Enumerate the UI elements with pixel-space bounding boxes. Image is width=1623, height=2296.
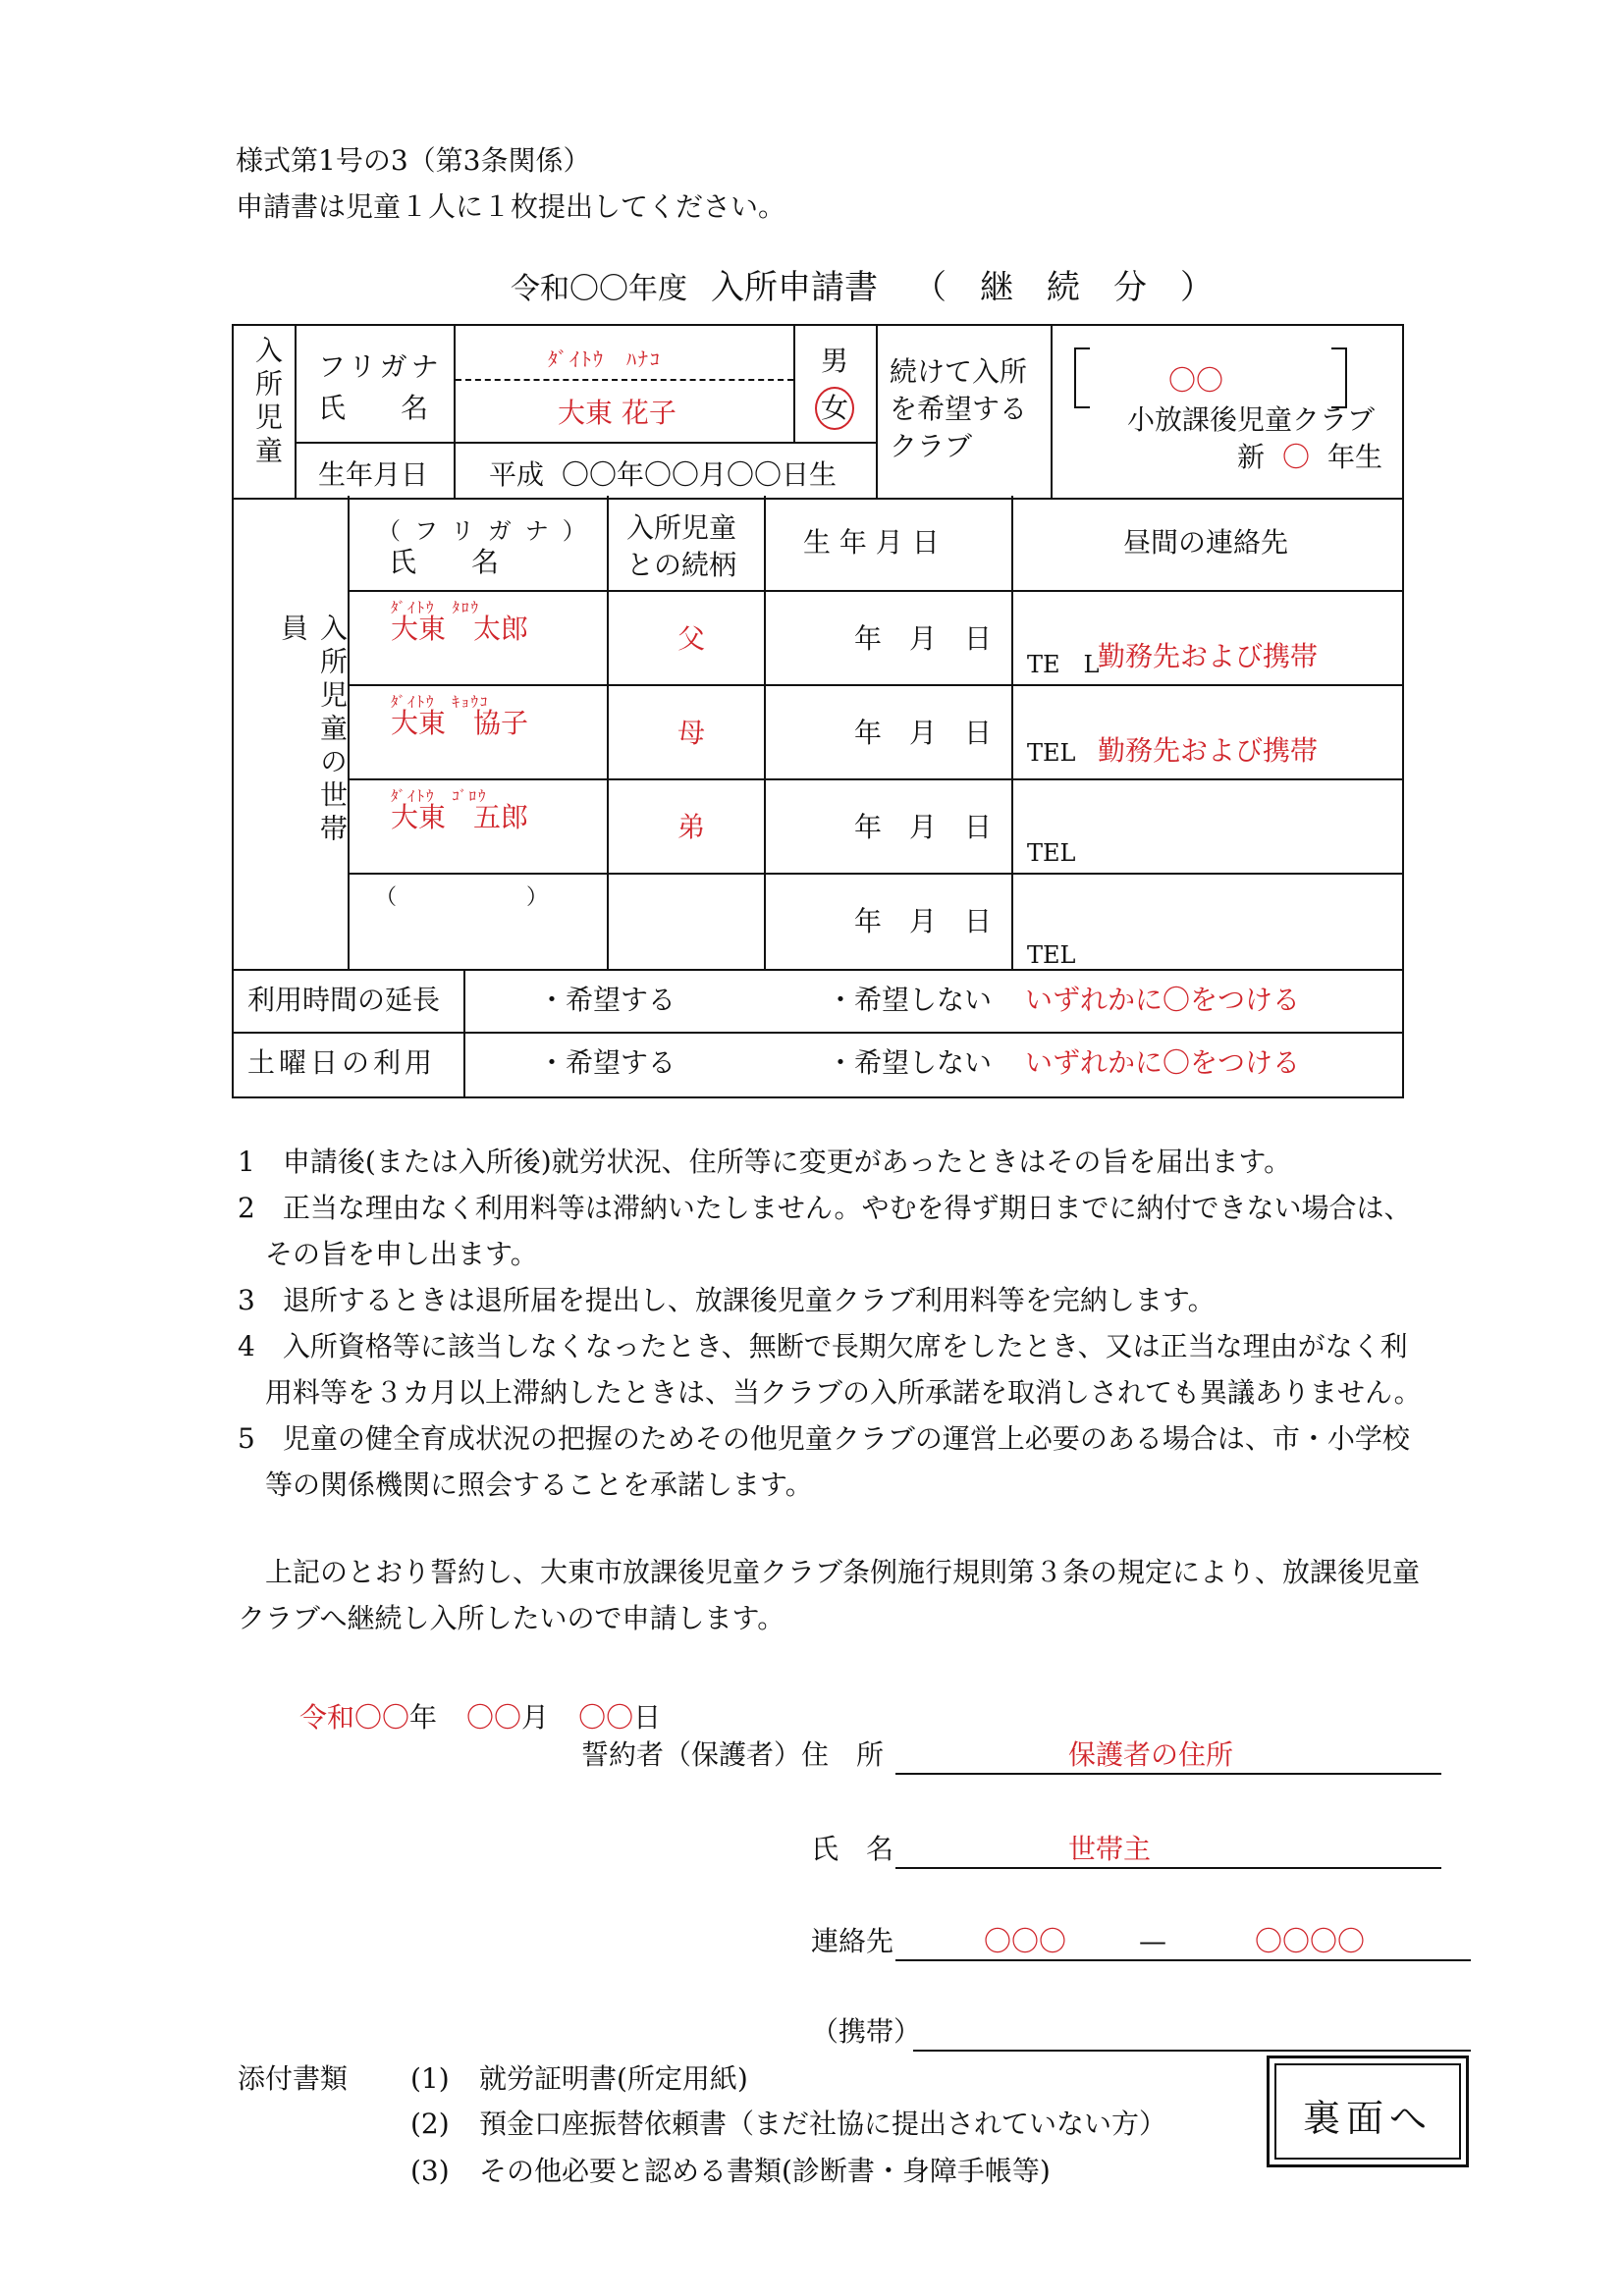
attachment-text: その他必要と認める書類(診断書・身障手帳等) <box>479 2155 1051 2187</box>
note-item: その旨を申し出ます。 <box>238 1238 538 1270</box>
sex-circle-mark <box>815 387 854 430</box>
note-item: 3 退所するときは退所届を提出し、放課後児童クラブ利用料等を完納します。 <box>238 1284 1216 1316</box>
pledger-label: 誓約者（保護者）住 所 <box>581 1738 885 1771</box>
club-bracket-right <box>1331 347 1347 408</box>
back-page-box <box>1267 2056 1469 2167</box>
grade-value: 〇 <box>1282 441 1311 473</box>
note-item: 4 入所資格等に該当しなくなったとき、無断で長期欠席をしたとき、又は正当な理由がなく利 <box>238 1330 1408 1362</box>
col-name-furigana: （フリガナ） <box>377 517 600 545</box>
date-month-unit: 月 <box>521 1701 550 1734</box>
title-year: 令和〇〇年度 <box>511 272 687 306</box>
date-month: 〇〇 <box>466 1701 522 1734</box>
household-section-label: 入所児童の世帯員 <box>277 614 349 847</box>
member-dob: 年 月 日 <box>854 811 993 843</box>
member-relation: 母 <box>677 717 706 749</box>
club-label: 続けて入所を希望するクラブ <box>890 355 1028 462</box>
date-year-unit: 年 <box>409 1701 438 1734</box>
contact-field-label: 連絡先 <box>811 1925 894 1957</box>
name-label: 氏 名 <box>318 392 429 424</box>
name-field-label: 氏 名 <box>811 1833 894 1865</box>
back-page-label: 裏面へ <box>1302 2097 1433 2140</box>
member-dob: 年 月 日 <box>854 717 993 749</box>
signer-name-field[interactable] <box>895 1832 1441 1869</box>
member-contact: 勤務先および携帯 <box>1098 640 1319 672</box>
mobile-label: （携帯） <box>811 2015 922 2048</box>
note-item: 1 申請後(または入所後)就労状況、住所等に変更があったときはその旨を届出ます。 <box>238 1146 1292 1178</box>
saturday-hint: いずれかに〇をつける <box>1025 1046 1301 1079</box>
signer-name-value: 世帯主 <box>1068 1833 1152 1865</box>
attachment-num: (1) <box>410 2062 450 2095</box>
saturday-no[interactable]: ・希望しない <box>827 1046 993 1079</box>
member-tel-label: TE L <box>1027 651 1100 678</box>
options-table <box>232 969 1404 1098</box>
contact-field[interactable] <box>895 1924 1471 1961</box>
notes-list <box>238 1139 1422 1508</box>
extension-no[interactable]: ・希望しない <box>827 984 993 1016</box>
child-name: 大東 花子 <box>558 397 676 429</box>
child-section-label: 入所児童 <box>251 336 284 469</box>
household-table <box>232 496 1404 971</box>
member-furigana: ﾀﾞｲﾄｳ ｷｮｳｺ <box>391 693 490 711</box>
member-dob: 年 月 日 <box>854 905 993 937</box>
grade-suffix: 年生 <box>1327 441 1383 473</box>
dob-value: 〇〇年〇〇月〇〇日生 <box>562 458 838 491</box>
attachment-num: (2) <box>410 2108 450 2140</box>
declaration-line: 上記のとおり誓約し、大東市放課後児童クラブ条例施行規則第３条の規定により、放課後児童 <box>238 1556 1421 1588</box>
extension-hint: いずれかに〇をつける <box>1025 984 1301 1016</box>
address-field[interactable] <box>895 1737 1441 1775</box>
member-name: 大東 五郎 <box>391 801 529 833</box>
col-relation: 入所児童との続柄 <box>626 511 737 581</box>
instruction-text: 申請書は児童１人に１枚提出してください。 <box>236 190 786 223</box>
child-furigana: ﾀﾞｲﾄｳ ﾊﾅｺ <box>548 347 662 371</box>
date-day-unit: 日 <box>633 1701 662 1734</box>
member-tel-label: TEL <box>1027 839 1076 867</box>
member-contact: 勤務先および携帯 <box>1098 734 1319 767</box>
club-name: 〇〇 <box>1168 364 1224 397</box>
title-type: （ 継 続 分 ） <box>913 268 1214 307</box>
note-item: 用料等を３カ月以上滞納したときは、当クラブの入所承諾を取消しされても異議ありません。 <box>238 1376 1422 1409</box>
club-suffix: 小放課後児童クラブ <box>1127 403 1376 436</box>
date-day: 〇〇 <box>578 1701 634 1734</box>
form-number: 様式第1号の3（第3条関係） <box>236 144 591 177</box>
note-item: 等の関係機関に照会することを承諾します。 <box>238 1468 813 1501</box>
member-dob: 年 月 日 <box>854 622 993 655</box>
sex-male[interactable]: 男 <box>821 345 849 377</box>
contact-part2: 〇〇〇〇 <box>1255 1925 1366 1957</box>
dob-label: 生年月日 <box>318 458 429 491</box>
member-tel-label: TEL <box>1027 941 1076 969</box>
contact-part1: 〇〇〇 <box>984 1925 1067 1957</box>
col-dob: 生 年 月 日 <box>803 526 940 559</box>
member-relation: 父 <box>677 622 706 655</box>
attachment-text: 預金口座振替依頼書（まだ社協に提出されていない方） <box>479 2108 1167 2140</box>
declaration-text <box>238 1549 1420 1641</box>
extension-yes[interactable]: ・希望する <box>538 984 676 1016</box>
saturday-yes[interactable]: ・希望する <box>538 1046 676 1079</box>
mobile-field[interactable] <box>913 2014 1471 2052</box>
note-item: 5 児童の健全育成状況の把握のためその他児童クラブの運営上必要のある場合は、市・小学校 <box>238 1422 1410 1455</box>
note-item: 2 正当な理由なく利用料等は滞納いたしません。やむを得ず期日までに納付できない場合は、 <box>238 1192 1412 1224</box>
col-contact: 昼間の連絡先 <box>1123 526 1289 559</box>
member-tel-label: TEL <box>1027 739 1076 767</box>
saturday-label: 土曜日の利用 <box>247 1046 437 1079</box>
col-name: 氏 名 <box>389 546 500 578</box>
club-bracket-left <box>1074 347 1090 408</box>
attachment-text: 就労証明書(所定用紙) <box>479 2062 748 2095</box>
extension-label: 利用時間の延長 <box>247 984 441 1016</box>
application-date <box>299 1696 661 1735</box>
declaration-line: クラブへ継続し入所したいので申請します。 <box>238 1602 785 1634</box>
child-info-table <box>232 324 1404 500</box>
address-value: 保護者の住所 <box>1068 1738 1234 1771</box>
member-blank-parens: （ ） <box>375 885 549 910</box>
attachment-num: (3) <box>410 2155 450 2187</box>
furigana-label: フリガナ <box>318 350 443 383</box>
dob-era: 平成 <box>489 458 545 491</box>
member-name: 大東 太郎 <box>391 613 529 645</box>
grade-prefix: 新 <box>1237 441 1266 473</box>
contact-dash: — <box>1139 1925 1166 1957</box>
member-name: 大東 協子 <box>391 707 529 739</box>
member-furigana: ﾀﾞｲﾄｳ ｺﾞﾛｳ <box>391 787 488 805</box>
title-name: 入所申請書 <box>711 268 878 307</box>
sex-female[interactable]: 女 <box>821 392 849 424</box>
attachments-label: 添付書類 <box>238 2062 349 2095</box>
date-era-year: 令和〇〇 <box>299 1701 410 1734</box>
member-furigana: ﾀﾞｲﾄｳ ﾀﾛｳ <box>391 599 481 616</box>
page-title <box>511 260 1214 308</box>
member-relation: 弟 <box>677 811 706 843</box>
